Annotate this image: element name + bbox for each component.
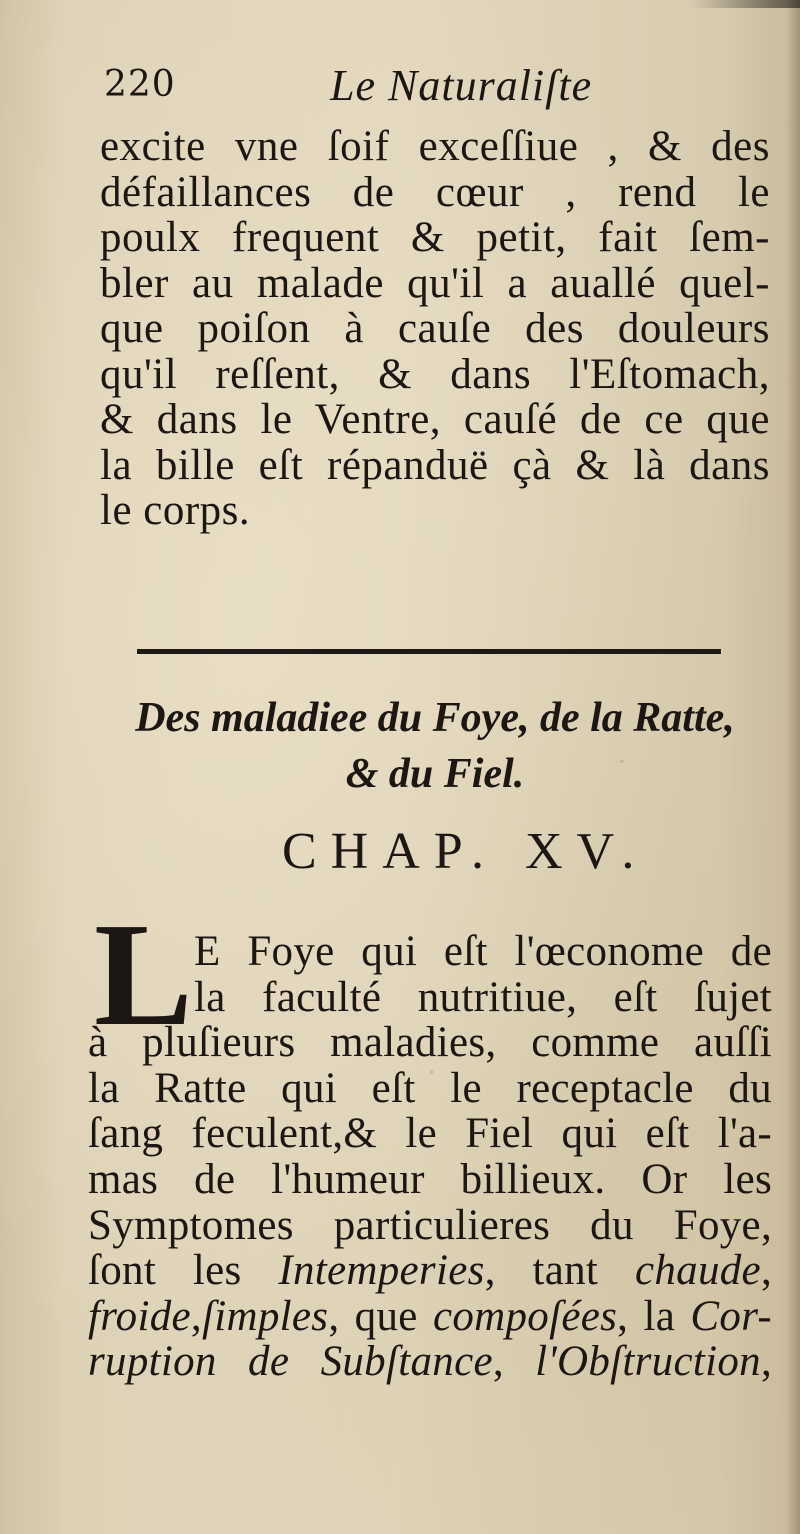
- text-run: la faculté nutritiue, eſt ſujet: [194, 973, 772, 1021]
- text-line: [88, 975, 772, 1021]
- text-line: [88, 1157, 772, 1203]
- paragraph-1: [100, 124, 770, 534]
- text-line: [88, 1111, 772, 1157]
- drop-cap: L: [94, 893, 193, 1057]
- text-run: ſang feculent,& le Fiel qui eſt l'a-: [88, 1110, 772, 1158]
- italic-run: compoſées: [432, 1292, 618, 1340]
- text-line: poulx frequent & petit, fait ſem-: [100, 214, 770, 261]
- section-rule: [137, 649, 721, 654]
- text-line: le corps.: [100, 487, 251, 534]
- italic-run: ſimples: [201, 1292, 329, 1340]
- text-line: [88, 929, 772, 975]
- text-line: [88, 1248, 772, 1294]
- paper-speck: [620, 760, 624, 763]
- text-line: que poiſon à cauſe des douleurs: [100, 305, 770, 352]
- text-line: [88, 1203, 772, 1249]
- paragraph-2: [88, 929, 772, 1385]
- paper-speck: [212, 190, 215, 193]
- paper-speck: [430, 1070, 433, 1074]
- running-title: Le Naturaliſte: [330, 61, 593, 110]
- text-line: la bille eſt répanduë çà & là dans: [100, 441, 770, 489]
- text-run: ,: [492, 1338, 536, 1386]
- text-run: la Ratte qui eſt le receptacle du: [88, 1064, 772, 1112]
- text-run: ,: [760, 1247, 772, 1295]
- text-line: [88, 1339, 772, 1385]
- text-run: Symptomes particulieres du Foye,: [88, 1201, 772, 1249]
- text-line: [88, 1294, 772, 1340]
- chapter-title-line-1: Des maladiee du Foye, de la Ratte,: [135, 695, 735, 741]
- text-run: E Foye qui eſt l'œconome de: [194, 928, 772, 975]
- italic-run: Cor-: [690, 1292, 772, 1340]
- chapter-title-line-2: & du Fiel.: [345, 751, 525, 797]
- text-line: [88, 1020, 772, 1066]
- text-run: ,: [190, 1292, 202, 1340]
- text-run: mas de l'humeur billieux. Or les: [88, 1155, 772, 1203]
- page-edge-shadow: [786, 0, 800, 1534]
- text-line: qu'il reſſent, & dans l'Eſtomach,: [100, 350, 770, 398]
- top-edge-mark: [690, 0, 800, 8]
- text-run: , que: [328, 1292, 433, 1340]
- text-line: & dans le Ventre, cauſé de ce que: [100, 396, 770, 443]
- text-line: excite vne ſoif exceſſiue , & des: [100, 123, 770, 170]
- text-run: , la: [617, 1292, 691, 1340]
- text-run: ſont les: [88, 1247, 279, 1295]
- italic-run: l'Obſtruction: [535, 1338, 761, 1386]
- italic-run: ruption de Subſtance: [88, 1338, 493, 1386]
- italic-run: Intemperies: [278, 1247, 485, 1295]
- italic-run: froide: [88, 1292, 191, 1340]
- chapter-title: [95, 690, 775, 802]
- page-number: 220: [104, 64, 176, 105]
- text-run: ,: [760, 1338, 772, 1386]
- italic-run: chaude: [634, 1247, 761, 1295]
- text-run: , tant: [484, 1247, 635, 1295]
- page-header: [104, 60, 744, 120]
- text-run: à pluſieurs maladies, comme auſſi: [88, 1019, 772, 1067]
- text-line: bler au malade qu'il a auallé quel-: [100, 259, 770, 307]
- text-line: défaillances de cœur , rend le: [100, 168, 770, 216]
- chapter-number: CHAP. XV.: [282, 823, 649, 880]
